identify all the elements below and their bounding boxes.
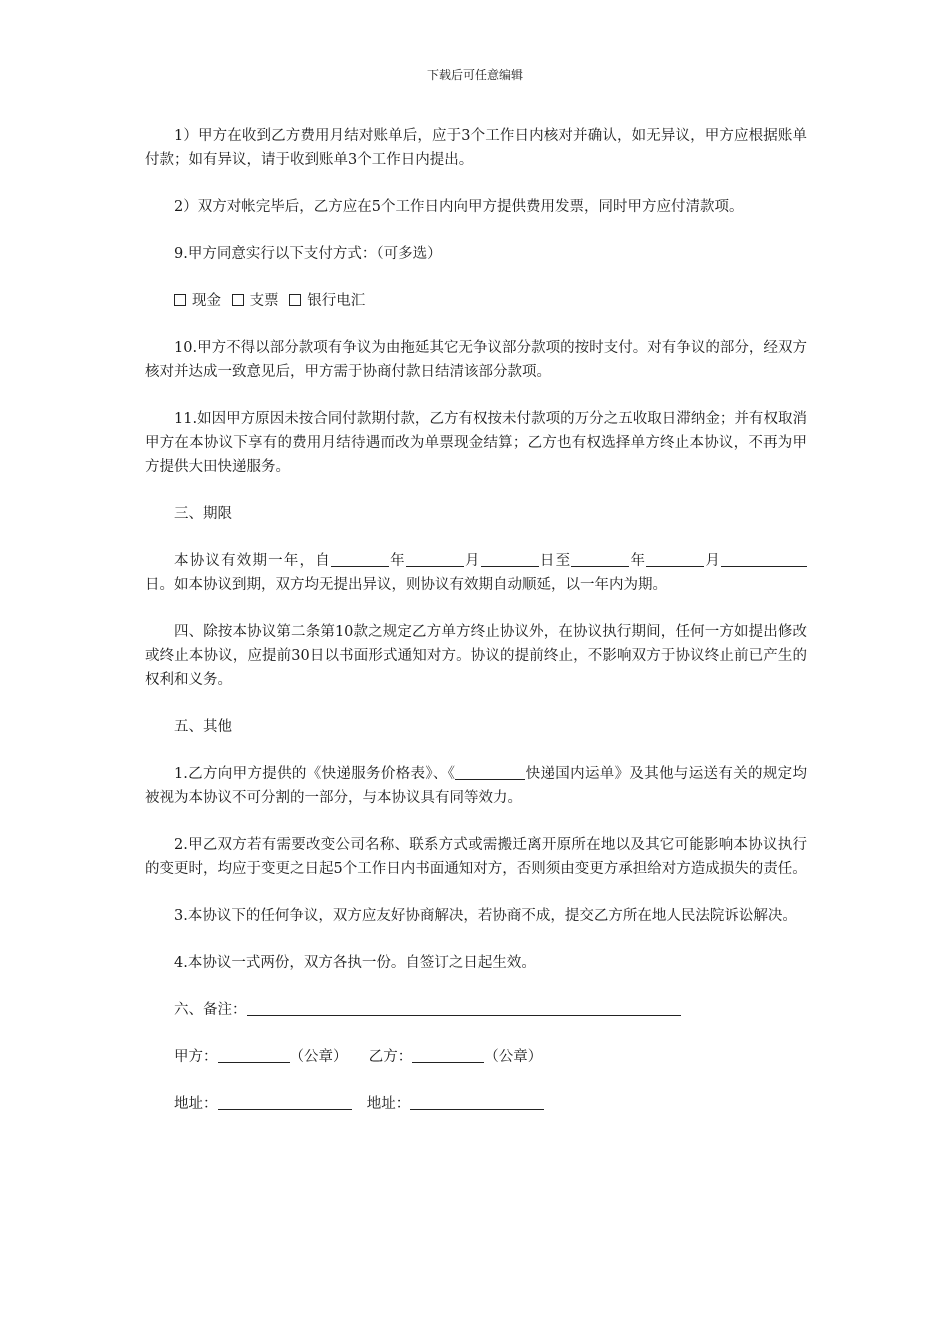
other-item-1-rest: 快递国内运单》及其他与运送有关的规定均被视为本协议不可分割的一部分，与本协议具有同等效力。 — [145, 766, 807, 806]
term-text-start: 本协议有效期一年，自 — [174, 553, 331, 569]
term-paragraph — [145, 549, 807, 597]
blank-end-month[interactable] — [646, 550, 704, 567]
party-signature-row — [145, 1045, 807, 1069]
other-item-4: 4.本协议一式两份，双方各执一份。自签订之日起生效。 — [174, 955, 536, 971]
party-b-seal: （公章） — [484, 1049, 543, 1065]
term-day-label: 日至 — [538, 553, 572, 569]
option-wire-label: 银行电汇 — [307, 293, 366, 309]
term-text-rest: 日。如本协议到期，双方均无提出异议，则协议有效期自动顺延，以一年内为期。 — [145, 577, 667, 593]
section-heading-term: 三、期限 — [174, 506, 232, 522]
other-item-1-start: 1.乙方向甲方提供的《快递服务价格表》、《 — [174, 766, 456, 782]
term-year-label-2: 年 — [629, 553, 647, 569]
term-month-label-2: 月 — [704, 553, 722, 569]
paragraph-2: 2）双方对帐完毕后，乙方应在5个工作日内向甲方提供费用发票，同时甲方应付清款项。 — [174, 199, 744, 215]
party-b-field[interactable] — [412, 1046, 484, 1063]
blank-courier-name[interactable] — [455, 763, 525, 780]
section-4-paragraph: 四、除按本协议第二条第10款之规定乙方单方终止协议外，在协议执行期间，任何一方如提出修改或终止本协议，应提前30日以书面形式通知对方。协议的提前终止，不影响双方于协议终止前已产生的权利和义务。 — [145, 624, 807, 688]
remarks-label: 六、备注： — [174, 1002, 247, 1018]
checkbox-wire[interactable] — [289, 294, 301, 306]
party-a-field[interactable] — [218, 1046, 290, 1063]
blank-end-day[interactable] — [721, 550, 807, 567]
party-a-seal: （公章） — [289, 1049, 348, 1065]
party-a-address-label: 地址： — [174, 1096, 218, 1112]
remarks-field[interactable] — [247, 999, 681, 1016]
term-month-label: 月 — [463, 553, 481, 569]
party-b-address-field[interactable] — [410, 1093, 544, 1110]
paragraph-9: 9.甲方同意实行以下支付方式：（可多选） — [174, 246, 442, 262]
payment-options — [145, 289, 807, 313]
other-item-1 — [145, 762, 807, 810]
checkbox-cash[interactable] — [174, 294, 186, 306]
term-year-label: 年 — [388, 553, 406, 569]
page-header: 下载后可任意编辑 — [426, 68, 523, 82]
section-heading-other: 五、其他 — [174, 719, 232, 735]
other-item-3: 3.本协议下的任何争议，双方应友好协商解决，若协商不成，提交乙方所在地人民法院诉讼解决。 — [174, 908, 797, 924]
party-b-address-label: 地址： — [366, 1096, 411, 1112]
party-a-address-field[interactable] — [218, 1093, 352, 1110]
party-a-label: 甲方： — [174, 1049, 218, 1065]
blank-start-month[interactable] — [406, 550, 464, 567]
paragraph-10: 10.甲方不得以部分款项有争议为由拖延其它无争议部分款项的按时支付。对有争议的部分，经双方核对并达成一致意见后，甲方需于协商付款日结清该部分款项。 — [145, 340, 807, 380]
blank-end-year[interactable] — [571, 550, 629, 567]
option-cash-label: 现金 — [192, 293, 221, 309]
checkbox-check[interactable] — [232, 294, 244, 306]
document-body — [145, 124, 807, 1139]
party-b-label: 乙方： — [368, 1049, 413, 1065]
paragraph-11: 11.如因甲方原因未按合同付款期付款，乙方有权按未付款项的万分之五收取日滞纳金；并有权取消甲方在本协议下享有的费用月结待遇而改为单票现金结算；乙方也有权选择单方终止本协议，不再为甲方提供大田快递服务。 — [145, 411, 807, 475]
paragraph-1: 1）甲方在收到乙方费用月结对账单后，应于3个工作日内核对并确认，如无异议，甲方应根据账单付款；如有异议，请于收到账单3个工作日内提出。 — [145, 128, 807, 168]
remarks-row — [145, 998, 807, 1022]
other-item-2: 2.甲乙双方若有需要改变公司名称、联系方式或需搬迁离开原所在地以及其它可能影响本协议执行的变更时，均应于变更之日起5个工作日内书面通知对方，否则须由变更方承担给对方造成损失的责任。 — [145, 837, 807, 877]
address-row — [145, 1092, 807, 1116]
option-check-label: 支票 — [249, 293, 279, 309]
blank-start-year[interactable] — [331, 550, 389, 567]
blank-start-day[interactable] — [481, 550, 539, 567]
